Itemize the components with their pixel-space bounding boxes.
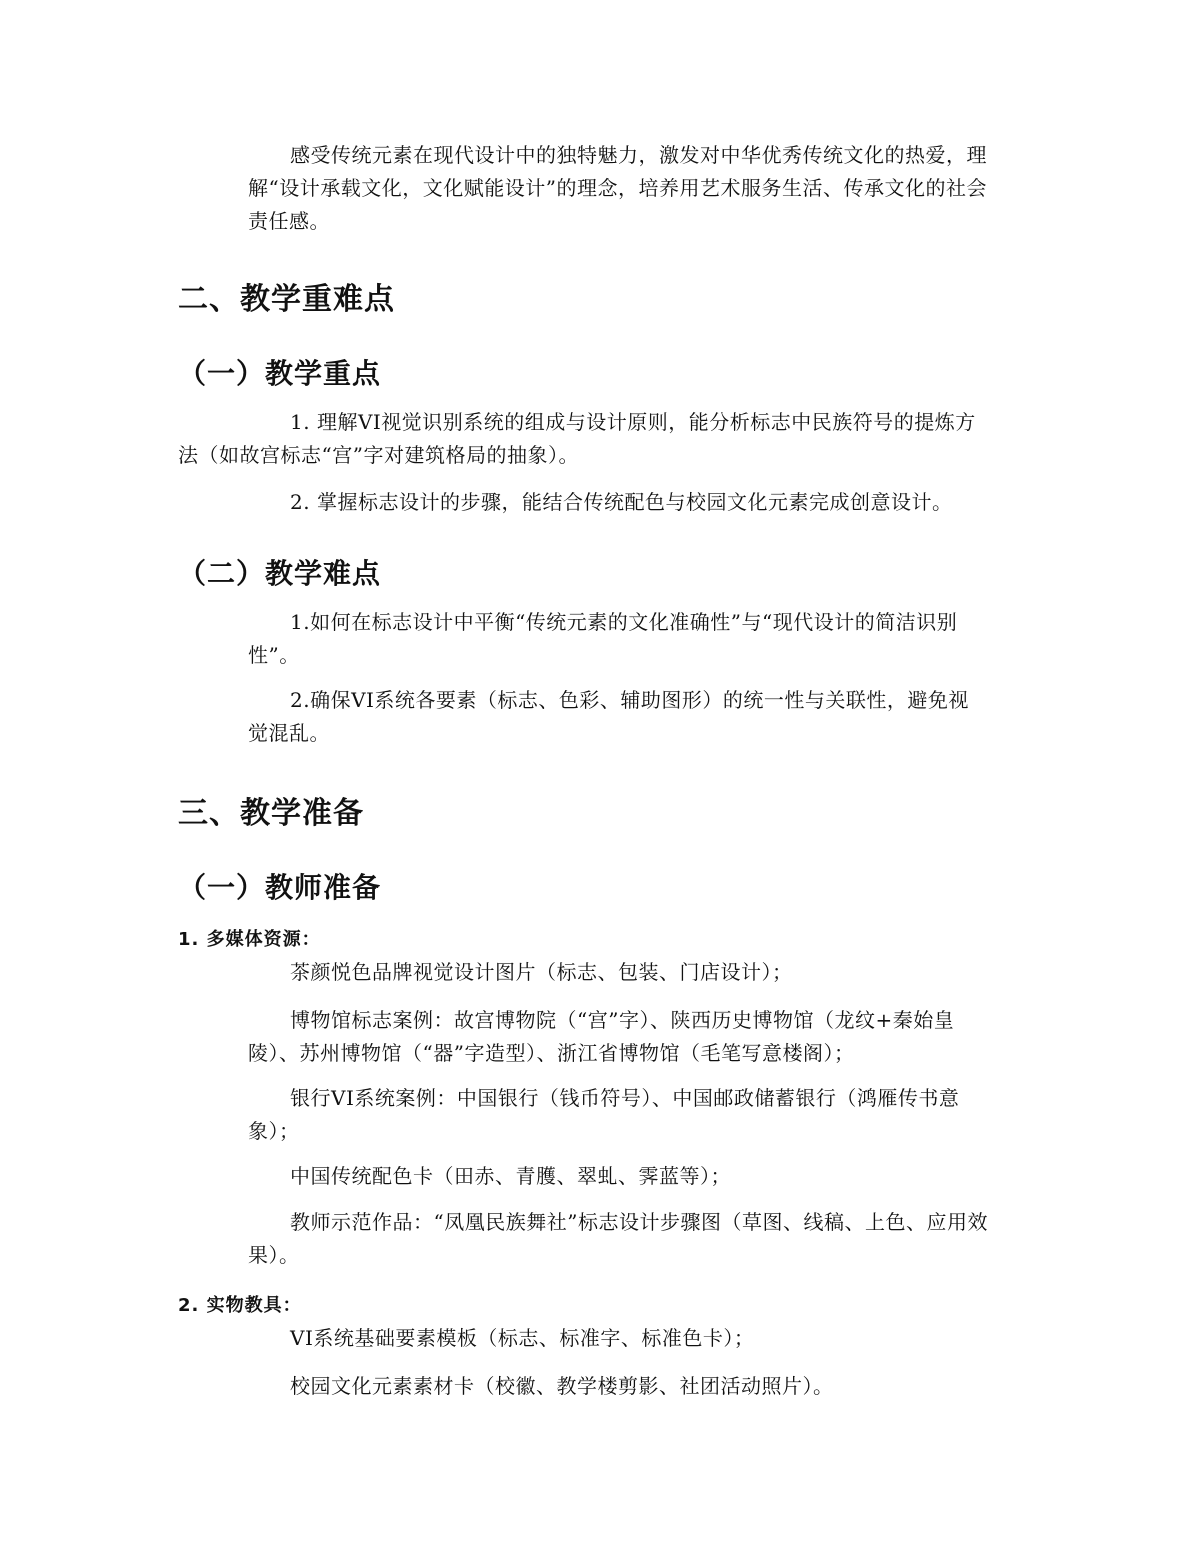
- key-point-1: [178, 406, 976, 472]
- physical-item-2-line: 校园文化元素素材卡（校徽、教学楼剪影、社团活动照片）。: [290, 1374, 834, 1398]
- multimedia-item-5-line-2: 果）。: [248, 1243, 300, 1267]
- difficulty-2-line-1: 2.确保VI系统各要素（标志、色彩、辅助图形）的统一性与关联性，避免视: [290, 688, 969, 712]
- multimedia-heading: 1. 多媒体资源：: [178, 929, 321, 950]
- goal-paragraph: [248, 139, 987, 238]
- physical-item-2: [290, 1370, 834, 1403]
- subheading-key-points: （一）教学重点: [178, 357, 382, 390]
- multimedia-item-3: [248, 1082, 959, 1148]
- goal-line-2: 解“设计承载文化，文化赋能设计”的理念，培养用艺术服务生活、传承文化的社会: [248, 176, 987, 200]
- key-point-1-line-2: 法（如故宫标志“宫”字对建筑格局的抽象）。: [178, 443, 579, 467]
- key-point-2: [290, 486, 952, 519]
- physical-aids-heading: 2. 实物教具：: [178, 1295, 302, 1316]
- section-heading-key-difficulties: 二、教学重难点: [178, 282, 395, 317]
- key-point-2-line: 2. 掌握标志设计的步骤，能结合传统配色与校园文化元素完成创意设计。: [290, 490, 953, 514]
- difficulty-2: [248, 684, 969, 750]
- goal-line-1: 感受传统元素在现代设计中的独特魅力，激发对中华优秀传统文化的热爱，理: [290, 143, 987, 167]
- multimedia-item-2: [248, 1004, 954, 1070]
- section-heading-teaching-prep: 三、教学准备: [178, 796, 364, 831]
- physical-item-1-line: VI系统基础要素模板（标志、标准字、标准色卡）；: [290, 1326, 755, 1350]
- multimedia-item-1-line: 茶颜悦色品牌视觉设计图片（标志、包装、门店设计）；: [290, 960, 793, 984]
- multimedia-item-2-line-2: 陵）、苏州博物馆（“器”字造型）、浙江省博物馆（毛笔写意楼阁）；: [248, 1041, 855, 1065]
- difficulty-1-line-2: 性”。: [248, 643, 300, 667]
- multimedia-item-1: [290, 956, 793, 989]
- difficulty-2-line-2: 觉混乱。: [248, 721, 330, 745]
- multimedia-item-3-line-1: 银行VI系统案例：中国银行（钱币符号）、中国邮政储蓄银行（鸿雁传书意: [290, 1086, 960, 1110]
- multimedia-item-2-line-1: 博物馆标志案例：故宫博物院（“宫”字）、陕西历史博物馆（龙纹+秦始皇: [290, 1008, 955, 1032]
- difficulty-1-line-1: 1.如何在标志设计中平衡“传统元素的文化准确性”与“现代设计的简洁识别: [290, 610, 958, 634]
- goal-line-3: 责任感。: [248, 209, 330, 233]
- multimedia-item-4-line: 中国传统配色卡（田赤、青臒、翠虬、霁蓝等）；: [290, 1164, 731, 1188]
- multimedia-item-5-line-1: 教师示范作品：“凤凰民族舞社”标志设计步骤图（草图、线稿、上色、应用效: [290, 1210, 988, 1234]
- subheading-difficulties: （二）教学难点: [178, 557, 382, 590]
- subheading-teacher-prep: （一）教师准备: [178, 871, 382, 904]
- key-point-1-line-1: 1. 理解VI视觉识别系统的组成与设计原则，能分析标志中民族符号的提炼方: [290, 410, 976, 434]
- multimedia-item-5: [248, 1206, 988, 1272]
- difficulty-1: [248, 606, 957, 672]
- physical-item-1: [290, 1322, 754, 1355]
- multimedia-item-3-line-2: 象）；: [248, 1119, 300, 1143]
- multimedia-item-4: [290, 1160, 731, 1193]
